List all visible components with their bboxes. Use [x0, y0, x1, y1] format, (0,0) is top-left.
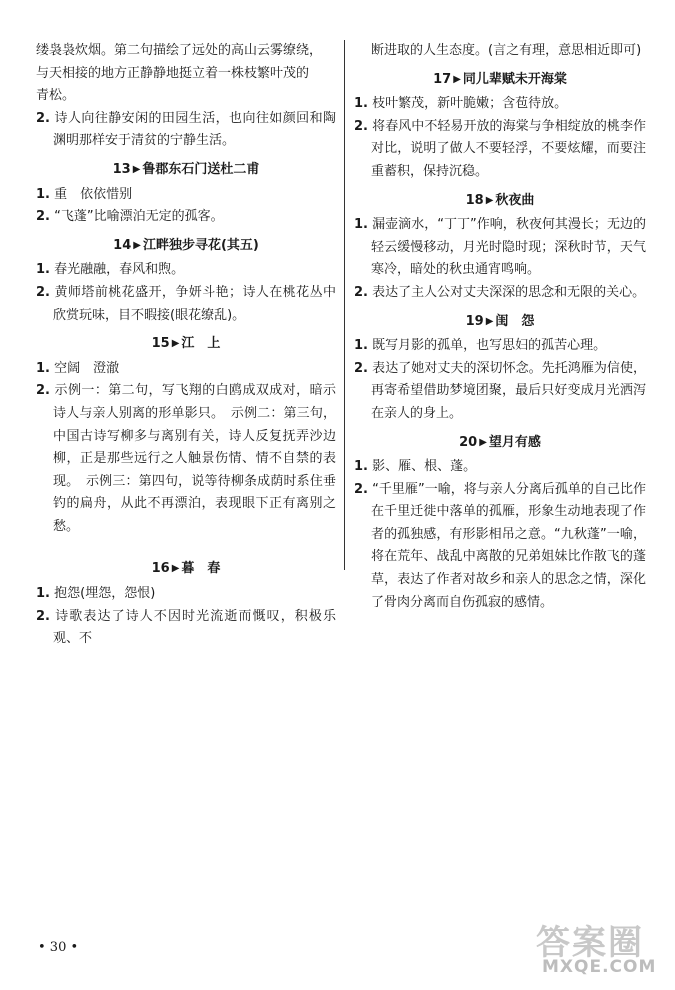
right-column: [354, 40, 646, 614]
answer-item: 2. 黄师塔前桃花盛开，争妍斗艳；诗人在桃花丛中欣赏玩味，目不暇接(眼花缭乱)。: [36, 284, 336, 323]
answer-item: 2. 诗歌表达了诗人不因时光流逝而慨叹，积极乐观、不: [36, 608, 336, 647]
section-heading-17: 17 ▶ 同儿辈赋未开海棠: [354, 69, 646, 92]
left-column: [36, 40, 336, 651]
page-number: • 30 •: [38, 940, 79, 955]
answer-item: 2. 示例一：第二句，写飞翔的白鸥成双成对，暗示诗人与亲人别离的形单影只。 示例二：第三句，中国古诗写柳多与离别有关，诗人反复抚弄沙边柳，正是那些远行之人触景伤情、情不自禁的表现。 示例三：第四句，说等待柳条成荫时系住垂钓的扁舟，从此不再漂泊，表现眼下正有离别之愁。: [36, 383, 336, 534]
answer-item: 2. 将春风中不轻易开放的海棠与争相绽放的桃李作对比，说明了做人不要轻浮，不要炫耀，而要注重蓄积，保持沉稳。: [354, 118, 646, 179]
answer-item: 2. 诗人向往静安闲的田园生活，也向往如颜回和陶渊明那样安于清贫的宁静生活。: [36, 110, 336, 149]
triangle-icon: ▶: [485, 315, 494, 327]
answer-item: 1. 春光融融，春风和煦。: [36, 262, 185, 278]
section-heading-19: 19 ▶ 闺 怨: [354, 311, 646, 334]
section-heading-18: 18 ▶ 秋夜曲: [354, 190, 646, 213]
answer-item: 1. 漏壶滴水，“丁丁”作响，秋夜何其漫长；无边的轻云缓慢移动，月光时隐时现；深秋时节，天气寒冷，暗处的秋虫通宵鸣响。: [354, 217, 646, 278]
answer-item: 1. 重 依依惜别: [36, 186, 133, 202]
answer-item: 1. 抱怨(埋怨，怨恨): [36, 586, 156, 602]
answer-item: 1. 枝叶繁茂，新叶脆嫩；含苞待放。: [354, 96, 568, 112]
triangle-icon: ▶: [132, 163, 141, 175]
answer-item: 2. “飞蓬”比喻漂泊无定的孤客。: [36, 209, 224, 225]
triangle-icon: ▶: [171, 338, 180, 350]
answer-item: 2. 表达了她对丈夫的深切怀念。先托鸿雁为信使，再寄希望借助梦境团聚，最后只好变成月光洒泻在亲人的身上。: [354, 360, 646, 421]
watermark-logo: 答案圈 MXQE.COM: [536, 923, 657, 977]
section-heading-13: 13 ▶ 鲁郡东石门送杜二甫: [36, 159, 336, 182]
answer-item: 2. “千里雁”一喻，将与亲人分离后孤单的自己比作在千里迁徙中落单的孤雁，形象生动地表现了作者的孤独感，有形影相吊之意。“九秋蓬”一喻，将在荒年、战乱中离散的兄弟姐妹比作散飞的蓬草，表达了作者对故乡和亲人的思念之情，深化了骨肉分离而自伤孤寂的感情。: [354, 481, 646, 610]
answer-continuation: 断进取的人生态度。(言之有理，意思相近即可): [371, 43, 642, 58]
answer-item: 1. 影、雁、根、蓬。: [354, 459, 477, 475]
section-heading-14: 14 ▶ 江畔独步寻花(其五): [36, 235, 336, 258]
section-heading-15: 15 ▶ 江 上: [36, 333, 336, 356]
triangle-icon: ▶: [133, 239, 141, 251]
triangle-icon: ▶: [479, 436, 487, 448]
answer-item: 2. 表达了主人公对丈夫深深的思念和无限的关心。: [354, 284, 646, 300]
column-divider: [344, 40, 345, 570]
triangle-icon: ▶: [453, 73, 461, 85]
triangle-icon: ▶: [171, 563, 180, 575]
answer-continuation: 缕袅袅炊烟。第二句描绘了远处的高山云雾缭绕， 与天相接的地方正静静地挺立着一株枝繁叶茂的 青松。: [36, 43, 323, 104]
triangle-icon: ▶: [485, 194, 494, 206]
section-heading-20: 20 ▶ 望月有感: [354, 432, 646, 455]
answer-item: 1. 空阔 澄澈: [36, 360, 120, 376]
section-heading-16: 16 ▶ 暮 春: [36, 558, 336, 581]
answer-item: 1. 既写月影的孤单，也写思妇的孤苦心理。: [354, 338, 607, 354]
